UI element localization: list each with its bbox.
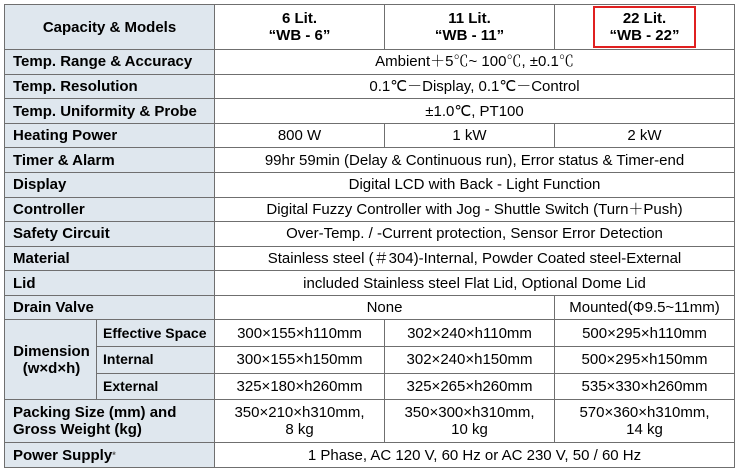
- row-label: Temp. Resolution: [5, 74, 215, 99]
- spec-table: [4, 4, 735, 468]
- row-label: Heating Power: [5, 123, 215, 148]
- row-controller: [5, 197, 735, 222]
- row-temp-resolution: [5, 74, 735, 99]
- packing-cell-wb22: [555, 400, 735, 443]
- row-value: 2 kW: [555, 123, 735, 148]
- packing-label: [5, 400, 215, 443]
- row-label: Controller: [5, 197, 215, 222]
- row-value: Over-Temp. / -Current protection, Sensor Error Detection: [215, 222, 735, 247]
- row-value: 500×295×h110mm: [555, 320, 735, 347]
- capacity-models-header: [5, 5, 215, 50]
- dimension-label: [5, 320, 97, 400]
- packing-cell-wb6: [215, 400, 385, 443]
- model-header-wb6: [215, 5, 385, 50]
- row-dimension-effective: [5, 320, 735, 347]
- row-value: Digital Fuzzy Controller with Jog - Shuttle Switch (Turn＋Push): [215, 197, 735, 222]
- row-timer-alarm: [5, 148, 735, 173]
- row-material: [5, 246, 735, 271]
- model-highlight-box: [593, 6, 695, 48]
- row-label: Timer & Alarm: [5, 148, 215, 173]
- row-value: 302×240×h110mm: [385, 320, 555, 347]
- model-name: “WB - 11”: [434, 27, 505, 45]
- row-value: 325×265×h260mm: [385, 373, 555, 400]
- packing-weight: 10 kg: [451, 421, 488, 439]
- row-value: Digital LCD with Back - Light Function: [215, 172, 735, 197]
- packing-size: 570×360×h310mm,: [579, 404, 710, 422]
- dimension-label-line1: Dimension: [13, 342, 90, 360]
- row-value: Stainless steel (＃304)-Internal, Powder Coated steel-External: [215, 246, 735, 271]
- row-label: Power Supply: [13, 446, 113, 464]
- row-label: Lid: [5, 271, 215, 296]
- row-safety-circuit: [5, 222, 735, 247]
- row-label: Safety Circuit: [5, 222, 215, 247]
- packing-label-line2: Gross Weight (kg): [13, 421, 142, 439]
- row-lid: [5, 271, 735, 296]
- row-drain-valve: [5, 295, 735, 320]
- dimension-label-line2: (w×d×h): [22, 359, 81, 377]
- sub-label: Internal: [97, 347, 215, 374]
- row-temp-range: [5, 50, 735, 75]
- row-power-supply: [5, 443, 735, 468]
- row-label-cell: [5, 443, 215, 468]
- row-label: Drain Valve: [5, 295, 215, 320]
- row-value: included Stainless steel Flat Lid, Optional Dome Lid: [215, 271, 735, 296]
- row-dimension-internal: [5, 347, 735, 374]
- row-temp-uniformity: [5, 99, 735, 124]
- row-value: 0.1℃－Display, 0.1℃－Control: [215, 74, 735, 99]
- packing-label-line1: Packing Size (mm) and: [13, 404, 177, 422]
- row-value: 500×295×h150mm: [555, 347, 735, 374]
- row-value: 300×155×h150mm: [215, 347, 385, 374]
- packing-cell-wb11: [385, 400, 555, 443]
- row-label: Temp. Range & Accuracy: [5, 50, 215, 75]
- packing-weight: 14 kg: [626, 421, 663, 439]
- capacity-models-title: Capacity & Models: [42, 18, 177, 36]
- row-value: 99hr 59min (Delay & Continuous run), Error status & Timer-end: [215, 148, 735, 173]
- row-label: Temp. Uniformity & Probe: [5, 99, 215, 124]
- row-packing: [5, 400, 735, 443]
- packing-size: 350×210×h310mm,: [234, 404, 365, 422]
- row-value: 302×240×h150mm: [385, 347, 555, 374]
- packing-weight: 8 kg: [285, 421, 314, 439]
- row-value: None: [215, 295, 555, 320]
- row-heating-power: [5, 123, 735, 148]
- header-row: [5, 5, 735, 50]
- model-header-wb22: [555, 5, 735, 50]
- row-value: Mounted(Φ9.5~11mm): [555, 295, 735, 320]
- footnote-mark: *: [112, 449, 116, 460]
- row-value: 800 W: [215, 123, 385, 148]
- packing-size: 350×300×h310mm,: [404, 404, 535, 422]
- model-capacity: 6 Lit.: [281, 10, 317, 28]
- row-value: 1 kW: [385, 123, 555, 148]
- row-value: 1 Phase, AC 120 V, 60 Hz or AC 230 V, 50 / 60 Hz: [215, 443, 735, 468]
- model-capacity: 11 Lit.: [448, 10, 491, 28]
- row-value: 300×155×h110mm: [215, 320, 385, 347]
- row-label: Material: [5, 246, 215, 271]
- model-name: “WB - 6”: [268, 27, 331, 45]
- model-name: “WB - 22”: [609, 27, 680, 45]
- row-value: 535×330×h260mm: [555, 373, 735, 400]
- row-dimension-external: [5, 373, 735, 400]
- sub-label: Effective Space: [97, 320, 215, 347]
- row-label: Display: [5, 172, 215, 197]
- row-display: [5, 172, 735, 197]
- model-header-wb11: [385, 5, 555, 50]
- sub-label: External: [97, 373, 215, 400]
- row-value: ±1.0℃, PT100: [215, 99, 735, 124]
- row-value: 325×180×h260mm: [215, 373, 385, 400]
- row-value: Ambient＋5℃~ 100℃, ±0.1℃: [215, 50, 735, 75]
- model-capacity: 22 Lit.: [622, 10, 667, 28]
